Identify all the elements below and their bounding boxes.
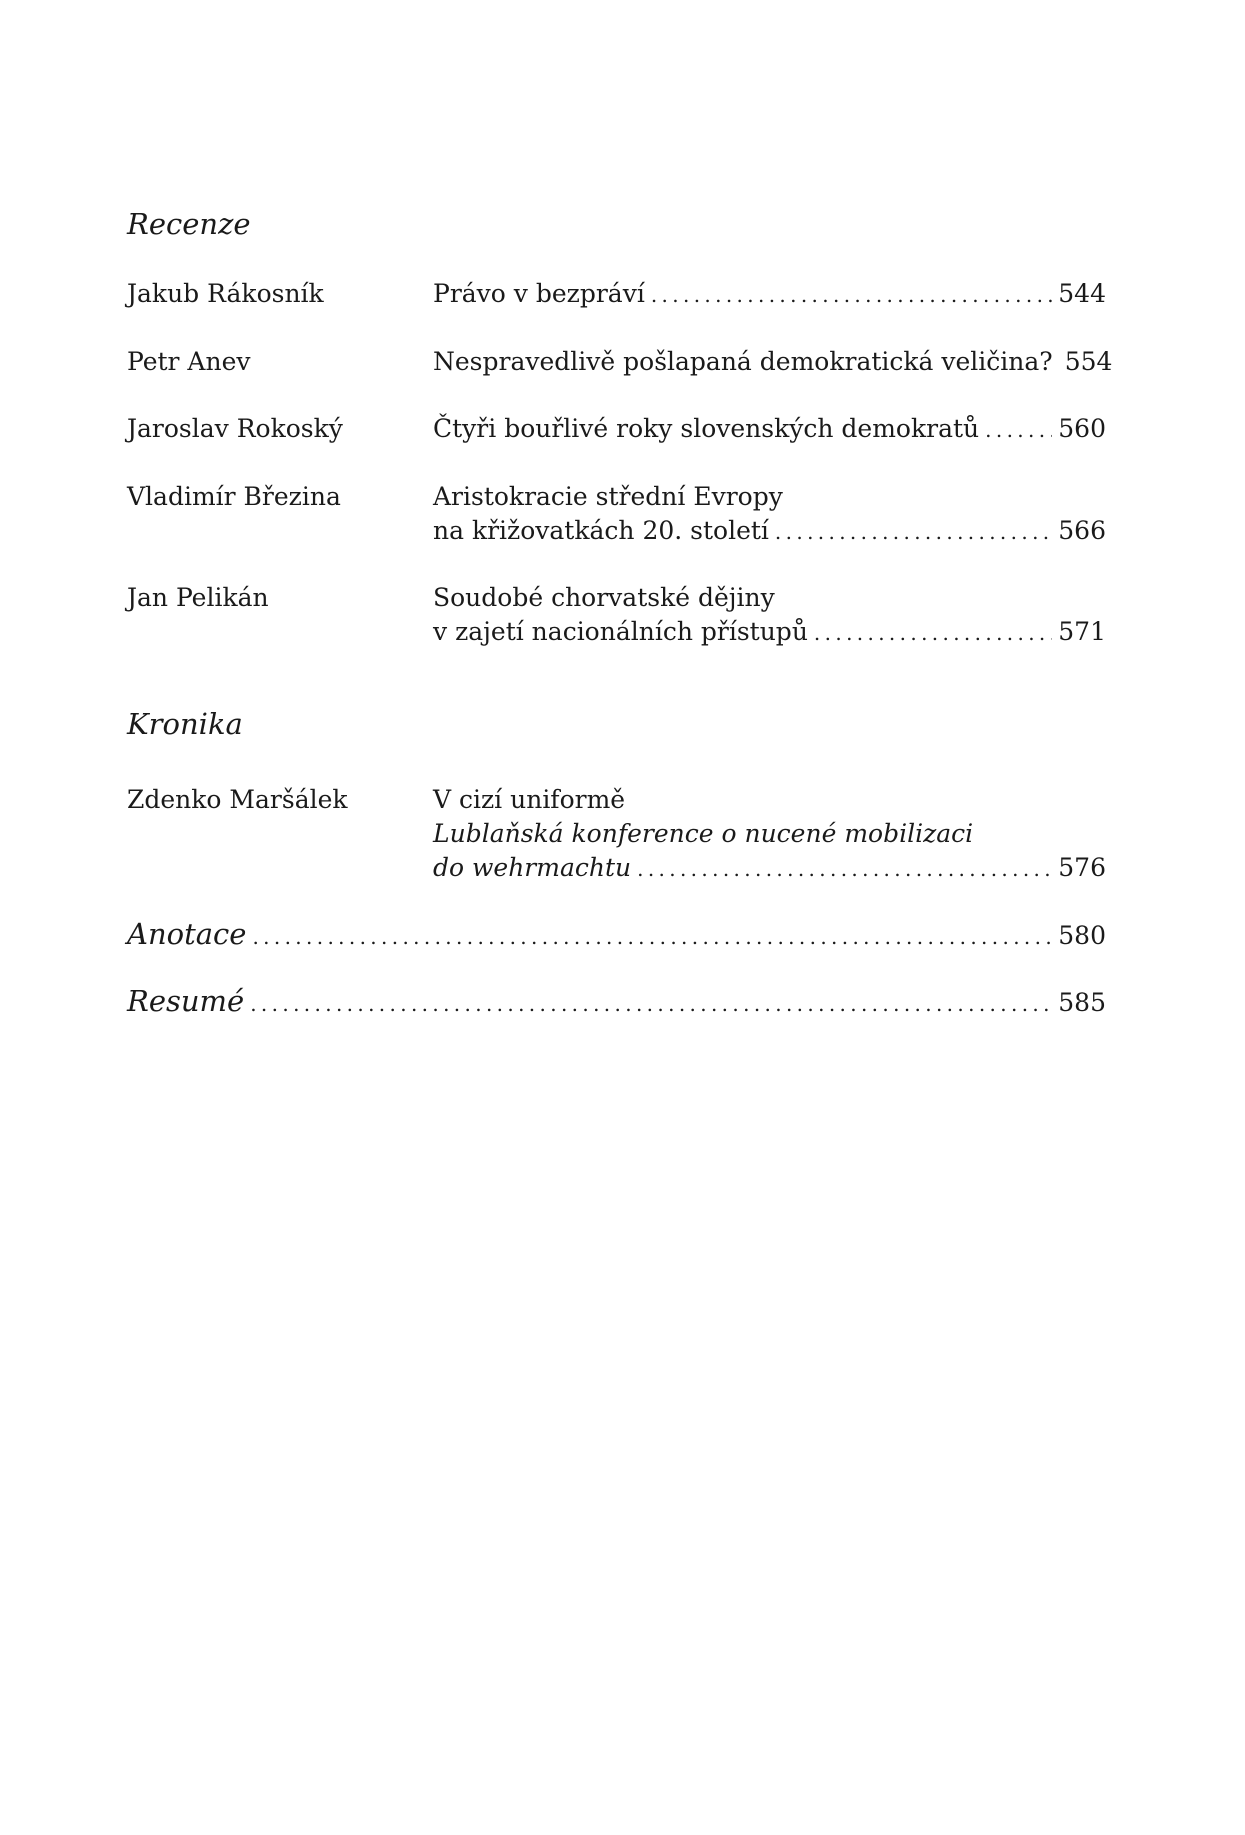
entry-author: Jan Pelikán (127, 583, 269, 612)
page-number: 554 (1064, 347, 1113, 376)
entry-title-line: Aristokracie střední Evropy (433, 482, 783, 511)
entry-subtitle-line: Lublaňská konference o nucené mobilizaci (433, 819, 974, 848)
entry-title-line: v zajetí nacionálních přístupů (433, 617, 808, 646)
entry-title-line: Čtyři bouřlivé roky slovenských demokratů (433, 414, 980, 443)
dot-leader (775, 515, 1052, 549)
page-number: 576 (1058, 853, 1106, 882)
page-number: 585 (1058, 988, 1106, 1017)
entry-title-line: Soudobé chorvatské dějiny (433, 583, 775, 612)
dot-leader (252, 920, 1052, 954)
entry-title-line: na křižovatkách 20. století (433, 516, 769, 545)
page-number: 560 (1058, 414, 1106, 443)
page-number: 566 (1058, 516, 1106, 545)
dot-leader (637, 852, 1052, 886)
entry-title-line: V cizí uniformě (433, 785, 626, 814)
entry-subtitle-line: do wehrmachtu (433, 853, 632, 882)
entry-title (433, 480, 1106, 549)
page-number: 544 (1058, 279, 1106, 308)
section-heading-anotace: Anotace (127, 917, 247, 951)
section-heading-recenze: Recenze (127, 207, 251, 241)
page-number: 580 (1058, 921, 1106, 950)
entry-author: Petr Anev (127, 347, 251, 376)
entry-author: Jaroslav Rokoský (127, 414, 343, 443)
toc-entry-resume (127, 984, 1106, 1021)
entry-title (433, 412, 1106, 447)
entry-title (433, 345, 1113, 380)
dot-leader (814, 616, 1052, 650)
entry-author: Jakub Rákosník (127, 279, 324, 308)
section-heading-kronika: Kronika (127, 707, 243, 741)
entry-author: Vladimír Březina (127, 482, 341, 511)
dot-leader (985, 413, 1052, 447)
toc-entry-anotace (127, 917, 1106, 954)
entry-author: Zdenko Maršálek (127, 785, 348, 814)
entry-title (433, 783, 1106, 886)
entry-title (433, 277, 1106, 312)
entry-title (433, 581, 1106, 650)
section-heading-resume: Resumé (127, 984, 245, 1018)
dot-leader (651, 278, 1052, 312)
dot-leader (250, 987, 1052, 1021)
entry-title-line: Nespravedlivě pošlapaná demokratická veličina? (433, 347, 1053, 376)
page-number: 571 (1058, 617, 1106, 646)
entry-title-line: Právo v bezpráví (433, 279, 645, 308)
